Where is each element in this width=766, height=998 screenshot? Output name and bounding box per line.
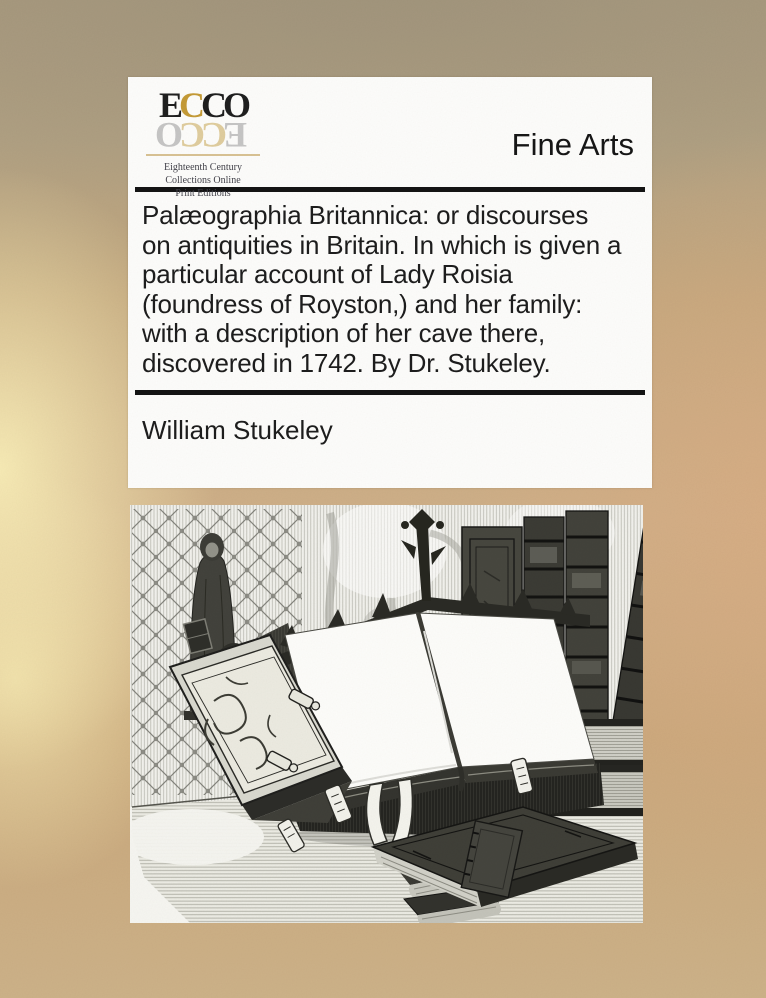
logo-letter-reflection: C [183,115,205,156]
cover-card [128,77,652,488]
logo-letter: O [223,85,248,125]
book-author: William Stukeley [142,415,333,445]
logo-org-line: Eighteenth Century [163,162,243,174]
logo-org-name [144,161,262,200]
logo-letter-reflection: E [227,115,248,156]
logo-org-line: Collections Online [165,175,241,187]
logo-letter-reflection: C [205,115,227,156]
category-label: Fine Arts [511,127,634,162]
ecco-wordmark-reflection [144,115,262,156]
ecco-logo [144,85,262,200]
logo-letter: C [201,85,223,125]
logo-letter: C [179,85,201,125]
logo-org-line: Print Editions [175,188,231,200]
cover-illustration [130,505,643,923]
card-header [128,77,652,200]
book-title: Palæographia Britannica: or discourses on antiquities in Britain. In which is given a particular account of Lady Roisia (foundress of Royston,) and her family: with a description of her cave there, discovered in 1742. By Dr. Stukeley. [142,200,622,378]
logo-letter-reflection: O [158,115,183,156]
logo-letter: E [158,85,179,125]
